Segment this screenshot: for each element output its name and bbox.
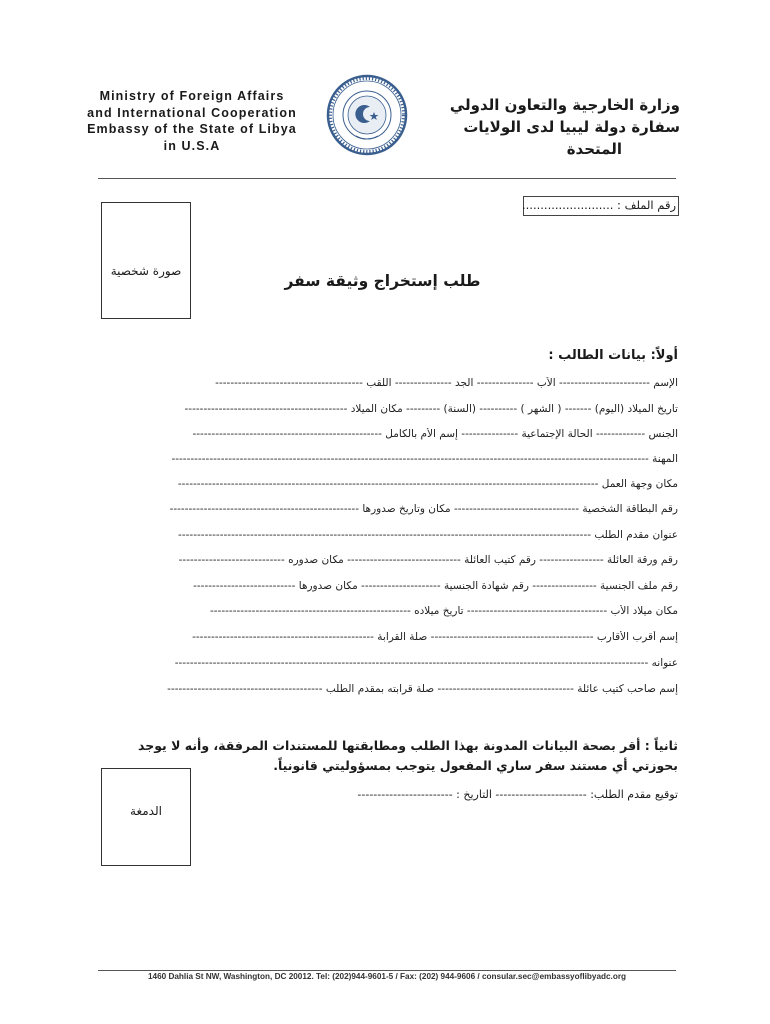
field-workplace[interactable]: مكان وجهة العمل ---------------------------------------------------------------------------------------------------------------	[177, 478, 678, 490]
signature-date-line[interactable]: توقيع مقدم الطلب: ----------------------- التاريخ : ------------------------	[357, 788, 678, 801]
field-id-card[interactable]: رقم البطاقة الشخصية --------------------------------- مكان وتاريخ صدورها --------------------------------------------------	[169, 503, 678, 515]
footer-divider	[98, 970, 676, 971]
photo-box	[101, 202, 191, 319]
header-en-line: Ministry of Foreign Affairs	[99, 89, 285, 103]
file-number-label: رقم الملف : .........................	[522, 198, 676, 212]
field-family-book-owner[interactable]: إسم صاحب كتيب عائلة ------------------------------------ صلة قرابته بمقدم الطلب -----------------------------------------	[167, 683, 678, 695]
header-ar-line: وزارة الخارجية والتعاون الدولي	[449, 96, 680, 114]
field-name[interactable]: الإسم ------------------------ الأب --------------- الجد --------------- اللقب ---------------------------------------	[215, 377, 678, 389]
field-occupation[interactable]: المهنة ------------------------------------------------------------------------------------------------------------------------------	[171, 453, 678, 465]
header-divider	[98, 178, 676, 179]
field-nationality-file[interactable]: رقم ملف الجنسية ----------------- رقم شهادة الجنسية --------------------- مكان صدورها ---------------------------	[193, 580, 678, 592]
field-gender-status[interactable]: الجنس ------------- الحالة الإجتماعية --------------- إسم الأم بالكامل --------------------------------------------------	[192, 428, 678, 440]
stamp-label: الدمغة	[130, 804, 162, 818]
field-address[interactable]: عنوان مقدم الطلب -------------------------------------------------------------------------------------------------------------	[178, 529, 678, 541]
header-arabic	[440, 94, 680, 160]
footer-contact: 1460 Dahlia St NW, Washington, DC 20012. Tel: (202)944-9601-5 / Fax: (202) 944-9606 / consular.sec@embassyoflibyadc.org	[147, 972, 627, 981]
section2-declaration: ثانياً : أقر بصحة البيانات المدونة بهذا الطلب ومطابقتها للمستندات المرفقة، وأنه لا يوجد بحوزتي أي مستند سفر ساري المفعول يتوجب بمسؤوليتي قانونياً.	[137, 738, 678, 773]
field-relative-address[interactable]: عنوانه -----------------------------------------------------------------------------------------------------------------------------	[174, 657, 678, 669]
header-ar-line: سفارة دولة ليبيا لدى الولايات	[463, 118, 680, 136]
header-english	[78, 88, 306, 154]
header-en-line: in U.S.A	[163, 138, 221, 153]
header-en-line: and International Cooperation	[87, 105, 297, 120]
form-title: طلب إستخراج وثيقة سفر	[284, 272, 481, 290]
field-father-birthplace[interactable]: مكان ميلاد الأب ------------------------------------- تاريخ ميلاده -----------------------------------------------------	[209, 605, 678, 617]
field-family-paper[interactable]: رقم ورقة العائلة ----------------- رقم كتيب العائلة ------------------------------ مكان صدوره ----------------------------	[178, 554, 678, 566]
section1-title: أولاً: بيانات الطالب :	[548, 348, 678, 363]
header-en-line: Embassy of the State of Libya	[87, 122, 297, 136]
field-birth-date[interactable]: تاريخ الميلاد (اليوم) ------- ( الشهر ) ---------- (السنة) --------- مكان الميلاد -------------------------------------------	[184, 403, 678, 415]
header-ar-line: المتحدة	[566, 140, 622, 158]
photo-label: صورة شخصية	[110, 264, 182, 278]
state-seal-icon	[326, 74, 408, 156]
field-nearest-relative[interactable]: إسم أقرب الأقارب ------------------------------------------- صلة القرابة ------------------------------------------------	[192, 631, 678, 643]
